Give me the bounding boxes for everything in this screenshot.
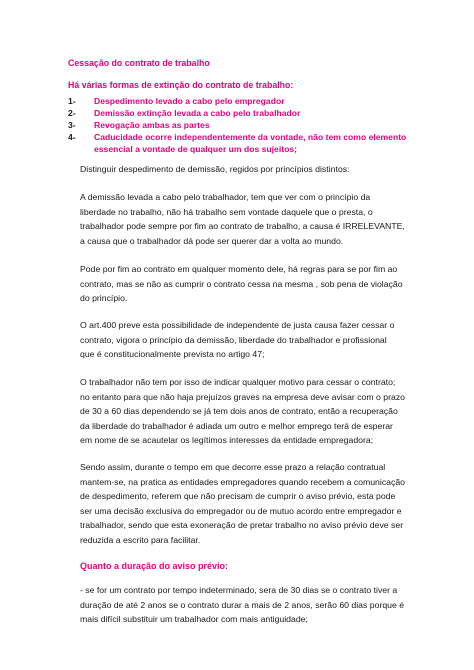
list-text: Caducidade ocorre independentemente da vontade, não tem como elemento — [94, 132, 407, 142]
paragraph — [80, 262, 420, 306]
list-number: 3- — [68, 120, 76, 130]
list-text: essencial a vontade de qualquer um dos sujeitos; — [94, 144, 297, 154]
paragraph-line: da liberdade do trabalhador é adiada um outro e melhor emprego terá de esperar — [80, 420, 393, 431]
paragraph-line: contrato, vigora o princípio da demissão, liberdade do trabalhador e profissional — [80, 334, 387, 345]
paragraph-line: em nome de se acautelar os legítimos interesses da entidade empregadora; — [80, 435, 374, 446]
paragraph — [80, 162, 420, 177]
paragraph-line: Distinguir despedimento de demissão, regidos por princípios distintos: — [80, 164, 350, 174]
paragraph-line: liberdade no trabalho, não há trabalho sem vontade daquele que o presta, o — [80, 206, 373, 217]
list-number: 4- — [68, 132, 76, 142]
paragraph-line: Pode por fim ao contrato em qualquer momento dele, há regras para se por fim ao — [80, 264, 398, 274]
document-title: Cessação do contrato de trabalho — [68, 58, 210, 68]
paragraph — [80, 460, 420, 548]
paragraph-line: a causa que o trabalhador dá pode ser querer dar a volta ao mundo. — [80, 235, 344, 246]
section-heading: Quanto a duração do aviso prévio: — [80, 561, 229, 571]
paragraph-line: reduzida a escrito para facilitar. — [80, 534, 201, 545]
list-number: 2- — [68, 108, 76, 118]
paragraph-line: mais difícil substituir um trabalhador com mais antiguidade; — [80, 614, 308, 625]
paragraph-line: trabalhador, sendo que esta exoneração de pretar trabalho no aviso prévio deve ser — [80, 520, 404, 531]
paragraph-line: de despedimento, referem que não precisam de cumprir o aviso prévio, esta pode — [80, 491, 396, 502]
paragraph — [80, 318, 420, 362]
paragraph-line: trabalhador pode sempre por fim ao contrato de trabalho, a causa é IRRELEVANTE, — [80, 221, 405, 232]
paragraph — [80, 375, 420, 448]
paragraph-line: duração de até 2 anos se o contrato durar a mais de 2 anos, serão 60 dias porque é — [80, 599, 405, 610]
list-number: 1- — [68, 96, 76, 106]
list-text: Despedimento levado a cabo pelo empregador — [94, 96, 285, 106]
paragraph-line: ser uma decisão exclusiva do empregador ou de mutuo acordo entre empregador e — [80, 505, 402, 516]
paragraph-line: mantem-se, na pratica as entidades empregadores quando recebem a comunicação — [80, 476, 406, 487]
paragraph-line: O art.400 preve esta possibilidade de independente de justa causa fazer cessar o — [80, 320, 395, 330]
paragraph-line: que é constitucionalmente prevista no artigo 47; — [80, 349, 265, 360]
paragraph-line: contrato, mas se não as cumprir o contrato cessa na mesma , sob pena de violação — [80, 278, 403, 289]
paragraph — [80, 190, 420, 248]
paragraph-line: no entanto para que não haja prejuízos graves na empresa deve avisar com o prazo — [80, 391, 406, 402]
paragraph-line: do princípio. — [80, 293, 128, 304]
paragraph-line: Sendo assim, durante o tempo em que decorre esse prazo a relação contratual — [80, 462, 386, 472]
paragraph — [80, 583, 420, 627]
paragraph-line: - se for um contrato por tempo indeterminado, sera de 30 dias se o contrato tiver a — [80, 585, 398, 595]
list-text: Revogação ambas as partes — [94, 120, 210, 130]
paragraph-line: de 30 a 60 dias dependendo se já tem dois anos de contrato, então a recuperação — [80, 406, 398, 417]
paragraph-line: A demissão levada a cabo pelo trabalhador, tem que ver com o princípio da — [80, 192, 371, 202]
paragraph-line: O trabalhador não tem por isso de indicar qualquer motivo para cessar o contrato; — [80, 377, 396, 387]
list-text: Demissão extinção levada a cabo pelo trabalhador — [94, 108, 301, 118]
document-subtitle: Há várias formas de extinção do contrato de trabalho: — [68, 80, 294, 90]
